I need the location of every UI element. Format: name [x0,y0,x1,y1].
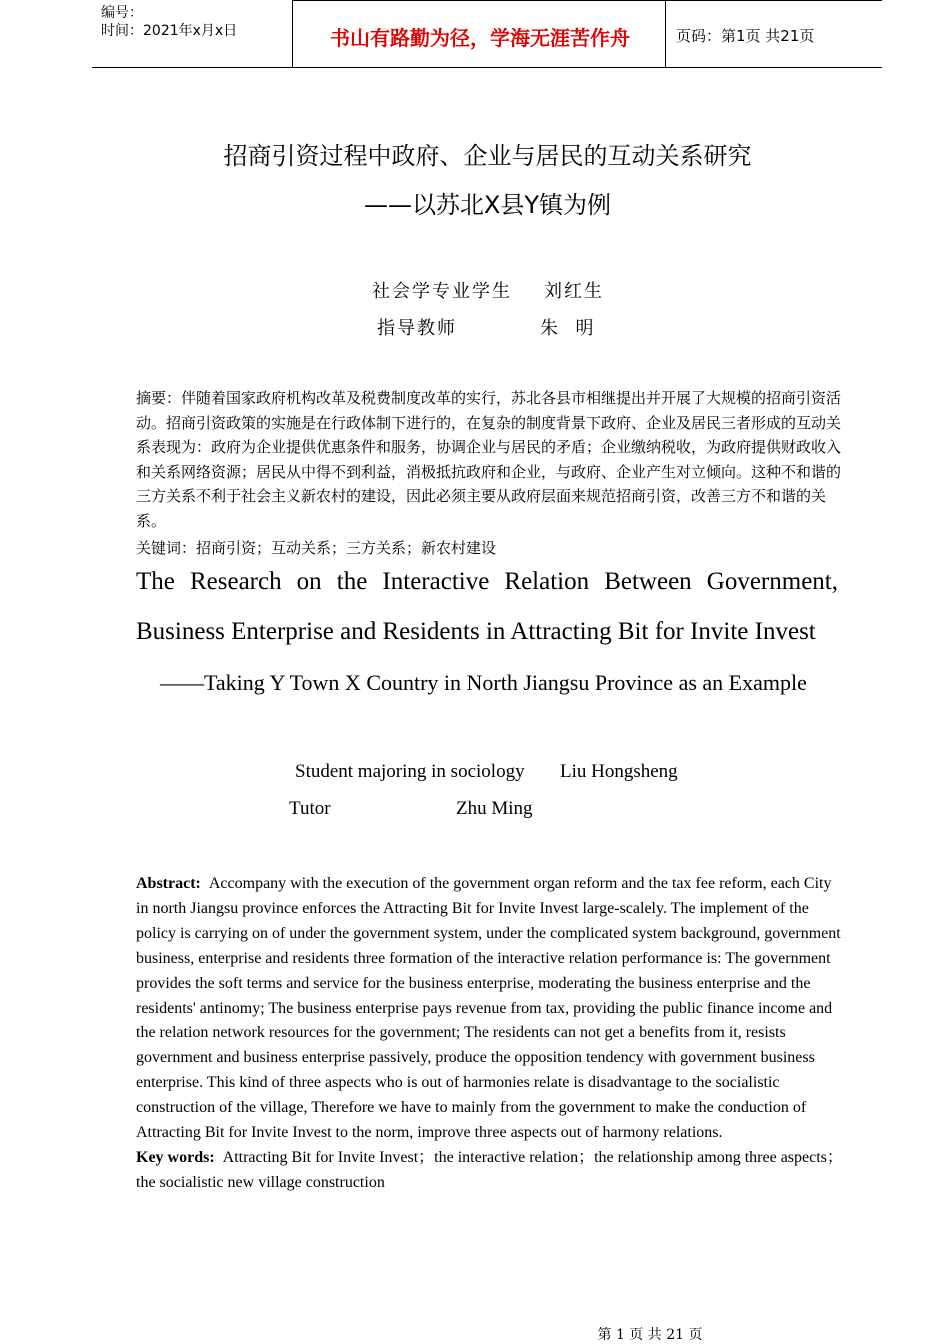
author-student-role: 社会学专业学生 [372,281,512,302]
abstract-cn [136,386,848,534]
keywords-cn-label: 关键词： [136,539,197,557]
author-en-tutor-role: Tutor [289,798,331,819]
paper-subtitle: ——以苏北X县Y镇为例 [363,191,612,219]
author-tutor-role: 指导教师 [377,318,457,339]
paper-title-en-line1: The Research on the Interactive Relation Between Government, [136,568,838,595]
keywords-en-text: Attracting Bit for Invite Invest；the interactive relation；the relationship among three aspects；the socialistic new village construction [136,1148,843,1191]
paper-title-en-line2: Business Enterprise and Residents in Attracting Bit for Invite Invest [136,618,816,645]
header-bottom-rule [92,67,882,68]
header-meta [101,4,237,40]
header-top-rule [292,0,882,1]
author-en-tutor-name: Zhu Ming [456,798,533,819]
page-footer: 第 1 页 共 21 页 [597,1327,703,1343]
keywords-cn [136,536,848,560]
header-page-label: 页码：第1页 共21页 [676,27,815,45]
paper-title: 招商引资过程中政府、企业与居民的互动关系研究 [223,142,752,170]
header-time-label: 时间：2021年x月x日 [101,23,238,39]
header-number-label: 编号： [101,5,143,21]
abstract-en [136,872,844,1196]
author-tutor-name: 朱 明 [540,318,596,339]
keywords-cn-text: 招商引资；互动关系；三方关系；新农村建设 [196,539,497,557]
abstract-cn-text: 伴随着国家政府机构改革及税费制度改革的实行，苏北各县市相继提出并开展了大规模的招商引资活动。招商引资政策的实施是在行政体制下进行的，在复杂的制度背景下政府、企业及居民三者形成的互动关系表现为：政府为企业提供优惠条件和服务，协调企业与居民的矛盾；企业缴纳税收，为政府提供财政收入和关系网络资源；居民从中得不到利益，消极抵抗政府和企业，与政府、企业产生对立倾向。这种不和谐的三方关系不利于社会主义新农村的建设，因此必须主要从政府层面来规范招商引资，改善三方不和谐的关系。 [136,389,842,530]
header-divider-left [292,0,293,68]
abstract-en-text: Accompany with the execution of the government organ reform and the tax fee reform, each City in north Jiangsu province enforces the Attracting Bit for Invite Invest large-scalely. The implement of the policy is carrying on of under the government system, under the complicated system background, government business, enterprise and residents three formation of the interactive relation performance is: The government provides the soft terms and service for the business enterprise, moderating the business enterprise and the residents' antinomy; The business enterprise pays revenue from tax, providing the public finance income and the relation network resources for the government; The residents can not get a benefits from it, resists government and business enterprise passively, produce the opposition tendency with government business enterprise. This kind of three aspects who is out of harmonies relate is disadvantage to the socialistic construction of the village, Therefore we have to mainly from the government to make the conduction of Attracting Bit for Invite Invest to the norm, improve three aspects out of harmony relations. [136,875,841,1142]
header-motto: 书山有路勤为径，学海无涯苦作舟 [330,26,630,50]
author-en-student-name: Liu Hongsheng [560,761,678,782]
abstract-cn-label: 摘要： [136,389,182,407]
paper-subtitle-en: ——Taking Y Town X Country in North Jiangsu Province as an Example [160,670,807,695]
keywords-en-label: Key words: [136,1148,215,1166]
abstract-en-label: Abstract: [136,875,201,892]
author-student-name: 刘红生 [544,281,604,302]
author-en-student-role: Student majoring in sociology [295,761,525,782]
